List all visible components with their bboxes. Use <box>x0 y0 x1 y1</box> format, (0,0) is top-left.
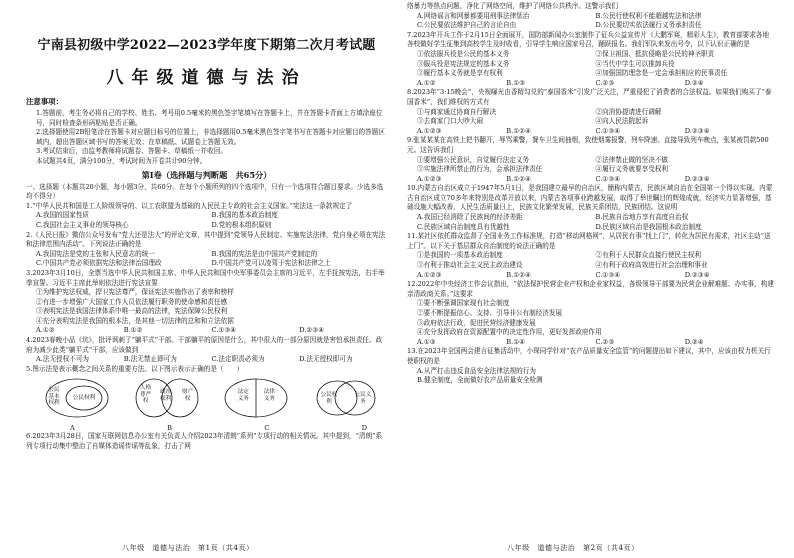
question-option: ③表明宪法是我国法律体系中唯一最高的法律，宪法保障公民权利 <box>36 307 228 316</box>
question-option: ②有进一步增强广大国家工作人员依法履行职务的使命感和责任感 <box>36 297 228 306</box>
question-stem: 5.图示法是表示概念之间关系的重要方法。以下图示表示正确的是（ ） <box>26 364 244 373</box>
question-stem: 络暴力等热点问题，净化了网络空间，维护了网络公共秩序。这警示我们 <box>407 2 618 10</box>
notes-list <box>26 109 387 167</box>
diagram-b-l1: 人格尊严权 <box>140 385 152 405</box>
diagram-c-t1: 法定义务 <box>237 389 249 402</box>
option-row <box>26 259 387 269</box>
option-row <box>407 338 774 348</box>
question-option: D.②④ <box>684 337 704 346</box>
diagram-label: D <box>361 424 367 433</box>
exam-title: 宁南县初级中学2022—2023学年度下期第二次月考试题 <box>37 38 376 53</box>
question-option: C.②③ <box>595 337 615 346</box>
diagram-label: B <box>167 424 172 433</box>
question-stem: 6.2023年3月28日，国家互联网信息办公室有关负责人介绍2023年清朗“系列”专项行动的相关情况。其中提到，“清朗”系列专项行动集中整治了自媒体造谣传谣等乱象，打击了网 <box>26 432 383 451</box>
option-row <box>407 12 774 22</box>
question-option: ①为维护宪法权威，捍卫宪法尊严，保证宪法实施作出了表率和榜样 <box>36 288 234 297</box>
question-option: C.①③④ <box>595 270 621 279</box>
question-option: C.公民要依法维护自己的言论自由 <box>417 21 517 30</box>
question-option: D.②③④ <box>684 270 710 279</box>
option-row <box>407 175 774 185</box>
question-option: ④充分发挥政府在资源配置中的决定性作用，更好发挥政府作用 <box>417 328 602 337</box>
option-row <box>407 60 774 70</box>
question-option: ④有利于政府高效进行社会治理和事业 <box>595 261 708 270</box>
question-stem: 9.张某某某在高铁上把书翻开，辱骂乘警，餐车卫生间抽烟，致使烟雾报警，列车降速。直接导致列车晚点，张某被罚款500元。这告诉我们 <box>407 136 769 154</box>
question-option: A.法无授权不可为 <box>36 355 90 364</box>
question-option: D.②④ <box>684 78 704 87</box>
option-row <box>407 117 774 127</box>
note-item: 1.答题前，考生务必将自己的学校、姓名、考号用0.5毫米的黑色签字笔填写在答题卡上，并在答题卡背面上方填涂座位号，同时检查条形码粘贴是否正确。 <box>36 109 383 127</box>
question-option: A.①③ <box>417 337 436 346</box>
question-option: B.公民行使权利不能超越宪法和法律 <box>595 11 702 20</box>
diagram-c-shape <box>223 377 289 419</box>
venn-diagrams <box>44 377 379 423</box>
question-option: ④充分表明宪法是我国的根本法，是其他一切法律的总和和立法依据 <box>36 316 234 325</box>
diagram-label: C <box>264 424 270 433</box>
question-option: ④向人民法院起诉 <box>595 117 649 126</box>
question-option: ②向消协提请进行调解 <box>595 107 662 116</box>
question-option: B.我国的基本政治制度 <box>211 211 278 220</box>
diagram-a-inner: 公民权利 <box>72 395 96 402</box>
question-list-right <box>407 2 774 386</box>
option-row <box>26 221 387 231</box>
question-option: B.①②④ <box>506 126 531 135</box>
question-stem: 8.2023年“3·15晚会”，央视曝光由香精勾兑的“泰国香米”引发广泛关注，严重侵犯了消费者的合法权益。如果我们购买了“泰国香米”，我们维权的方式有 <box>407 88 772 106</box>
option-row <box>407 50 774 60</box>
question-list-left <box>26 202 387 452</box>
diagram-d-right: 公民义务 <box>354 392 372 405</box>
option-row <box>26 326 387 336</box>
question-option: ②法律禁止做的坚决不做 <box>595 155 669 164</box>
question-stem: 1.“中华人民共和国是工人阶级领导的、以工农联盟为基础的人民民主专政的社会主义国家。”宪法这一条款规定了 <box>26 201 353 210</box>
question-option: C.①③④ <box>595 174 621 183</box>
diagram-d-left: 公民权利 <box>320 392 338 405</box>
diagram-c-t2: 法律义务 <box>263 389 275 402</box>
question-option: ③服兵役是宪法规定的基本义务 <box>417 59 510 68</box>
question-option: A.网络谣言和网暴都要用刑事法律惩治 <box>417 11 530 20</box>
question-option: C.②③ <box>595 78 615 87</box>
question-option: ③去商家门口大吵大闹 <box>417 117 483 126</box>
question-option: ①与商家通过协商自行解决 <box>417 107 497 116</box>
question-option: ③政府依法行政，促进民营经济健康发展 <box>417 318 536 327</box>
question-option: B.①②④ <box>506 174 531 183</box>
option-row <box>407 223 774 233</box>
question-option: D.②③④ <box>299 326 325 335</box>
option-row <box>26 211 387 221</box>
question-option: A.①②③ <box>417 126 442 135</box>
option-row <box>407 261 774 271</box>
question-option: B.①④ <box>506 337 526 346</box>
question-option: B.①③ <box>506 78 526 87</box>
question-option: ③有利于推动社会主义民主政治建设 <box>417 261 523 270</box>
page-footer: 八年级 道德与法治 第1页（共4页） <box>122 544 254 552</box>
question-option: A.①② <box>36 326 55 335</box>
page-right <box>397 0 794 558</box>
question-stem: 13.在2023年全国两会建言征集活动中，小琛同学针对“农产品质量安全监管”的问题提出如下建议，其中，应该由权力机关行使职权的是 <box>407 347 771 365</box>
question-option: B.①②④ <box>506 270 531 279</box>
option-row <box>26 250 387 260</box>
question-option: ①要不断强调国家现有社会制度 <box>417 299 510 308</box>
option-row <box>407 165 774 175</box>
question-option: D.②③④ <box>684 126 710 135</box>
exam-subtitle: 八年级道德与法治 <box>106 68 307 88</box>
question-option: ①要增强公民意识，自觉履行法定义务 <box>417 155 530 164</box>
question-option: ④加强国防理念是一定会承担相应的民事责任 <box>595 69 728 78</box>
question-stem: 11.某社区依托群众监督了全国业务工作标准规，打造“移动网格网”，从居民有事“找上门”，转化为居民有需求，社区主动“送上门”。以下关于基层群众自治制度的说法正确的是 <box>407 232 771 250</box>
question-option: A.①②③ <box>417 270 442 279</box>
option-row <box>407 69 774 79</box>
diagram-b <box>134 377 200 419</box>
section-title: 第Ⅰ卷（选择题与判断题 共65分） <box>141 169 272 180</box>
option-row <box>407 127 774 137</box>
question-option: B.法无禁止即可为 <box>123 355 177 364</box>
option-row <box>407 156 774 166</box>
question-option: D.中国共产党可以凌驾于宪法和法律之上 <box>211 259 331 268</box>
question-option: C.民族区域自治制度具有优越性 <box>417 222 510 231</box>
note-item: 本试题共4页，满分100分，考试时间为开卷共计90分钟。 <box>36 156 207 165</box>
question-option: D.民族区域自治是我国根本政治制度 <box>595 222 702 231</box>
option-row <box>407 21 774 31</box>
question-option: B.我国的宪法是由中国共产党制定的 <box>211 249 318 258</box>
question-option: D.法无授权即可为 <box>299 355 353 364</box>
diagram-a-outer: 公民基本权利 <box>48 387 60 407</box>
question-option: C.①③④ <box>595 126 621 135</box>
question-option: ③履行基本义务就是享有权利 <box>417 69 503 78</box>
diagram-a <box>44 377 110 419</box>
question-option: ①依法服兵役是公民的基本义务 <box>417 49 510 58</box>
question-option: D.党的根本组织原则 <box>211 220 272 229</box>
question-option: ②保卫祖国、抵抗侵略是公民的神圣职责 <box>595 49 715 58</box>
option-row <box>407 79 774 89</box>
notes-heading: 注意事项： <box>26 97 63 106</box>
question-option: A.我国已经消除了民族间的经济差距 <box>417 213 523 222</box>
question-option: C.中国共产党必须依据宪法和法律治国理政 <box>36 259 162 268</box>
question-option: ②有利于人民群众直接行使民主权利 <box>595 251 701 260</box>
diagram-b-l2: 政治权利 <box>160 389 172 402</box>
question-option: ③实施法律所禁止的行为，会承担法律责任 <box>417 165 543 174</box>
question-stem: 7.2023年开兵工作于2月15日全面展开，国防部新闻办公室制作了征兵公益宣传片《大鹏军赛，精彩人生》，教育部要求各地各校做好学生征集到高校学生及时收看，引导学生响应国家号召，踊跃报名。我们军队来发出号令，以下认识正确的是 <box>407 30 770 49</box>
question-stem: 2.《人民日报》微信公众号发布“党大还是法大”的评论文章，其中提到“党领导人民制定、实施宪法法律，党自身必须在宪法和法律范围内活动”。下列说法正确的是 <box>26 230 386 249</box>
page-footer: 八年级 道德与法治 第2页（共4页） <box>507 544 639 552</box>
diagram-c <box>223 377 289 419</box>
question-option: C.法定职责必须为 <box>211 355 265 364</box>
question-option: A.从严打击违反食品安全法律法规的行为 <box>417 366 536 375</box>
option-row <box>407 108 774 118</box>
question-stem: 10.内蒙古自治区成立于1947年5月1日，是我国建立最早的自治区，簡称内蒙古，民族区域自治在全国第一个得以实现。内蒙古自治区成立70多年来特别是改革开放以来，内蒙古各项事业跨越发展，取得了举世瞩目的辉煌成就，经济实力显著增强，基础设施大幅改善，人民生活质量日上，民族文化繁荣发展，民族关系团结，民族团结。这说明 <box>407 184 773 212</box>
question-option: ①是我国的一项基本政治制度 <box>417 251 503 260</box>
option-row <box>407 271 774 281</box>
question-option: B.①② <box>123 326 143 335</box>
diagram-d <box>313 377 379 419</box>
option-row <box>26 355 387 365</box>
question-stem: 12.2022年中央经济工作会议指出，“依法保护民营企业产权和企业家权益，各级领导干部要为民营企业解难题、办实事，构建亲清政商关系。”这要求 <box>407 280 774 298</box>
question-stem: 3.2023年3月10日，全票当选中华人民共和国主席、中华人民共和国中央军事委员会主席的习近平，左手抚按宪法，右手举拳宣誓。习近平主席此举则依法进行宪法宣誓 <box>26 268 385 287</box>
question-option: B.健全制度，全面做好农产品质量安全检测 <box>417 376 543 385</box>
question-option: A.①②③ <box>417 174 442 183</box>
question-option: B.民族自治地方享有高度自治权 <box>595 213 689 222</box>
question-option: A.我国的国家性质 <box>36 211 90 220</box>
question-stem: 4.2023春晚小品《坑》，批评讽刺了“躺平式”干部。干部躺平的原因是什么，其中很大的一部分原因就是害怕承担责任。政府为减少此类“躺平式”干部，应该做到 <box>26 336 383 354</box>
note-item: 3.考试结束后，由监考教师将试题卷、答题卡、草稿纸一并收回。 <box>36 147 227 156</box>
question-option: ②要不断提振信心、支持、引导非公有制经济发展 <box>417 309 563 317</box>
question-option: D.②③④ <box>684 174 710 183</box>
section-intro: 一、选择题（本题共20小题，每小题3分，共60分。在每个小题所列的四个选项中，只有一个选项符合题目要求。少选多选均不得分） <box>26 182 384 201</box>
question-option: C.①③④ <box>211 326 237 335</box>
option-row <box>407 213 774 223</box>
note-item: 2.选择题使用2B铅笔涂在答题卡对应题目标号的位置上，非选择题用0.5毫米黑色签字笔书写在答题卡对应题目的答题区域内，超出答题区域书写的答案无效；在草稿纸、试题卷上答题无效。 <box>36 128 385 146</box>
question-option: D.公民要切实依法履行义务承担责任 <box>595 21 702 30</box>
question-option: A.①② <box>417 78 436 87</box>
diagram-b-l3: 财产权 <box>182 389 194 402</box>
question-option: ④履行义务就要享受权利 <box>595 165 669 174</box>
question-option: ④当代中学生可以推卸兵役 <box>595 59 675 68</box>
question-option: C.我国社会主义事业的领导核心 <box>36 220 129 229</box>
diagram-label: A <box>70 424 75 433</box>
question-option: A.我国宪法是党的主张和人民意志的统一 <box>36 249 155 258</box>
option-row <box>407 251 774 261</box>
